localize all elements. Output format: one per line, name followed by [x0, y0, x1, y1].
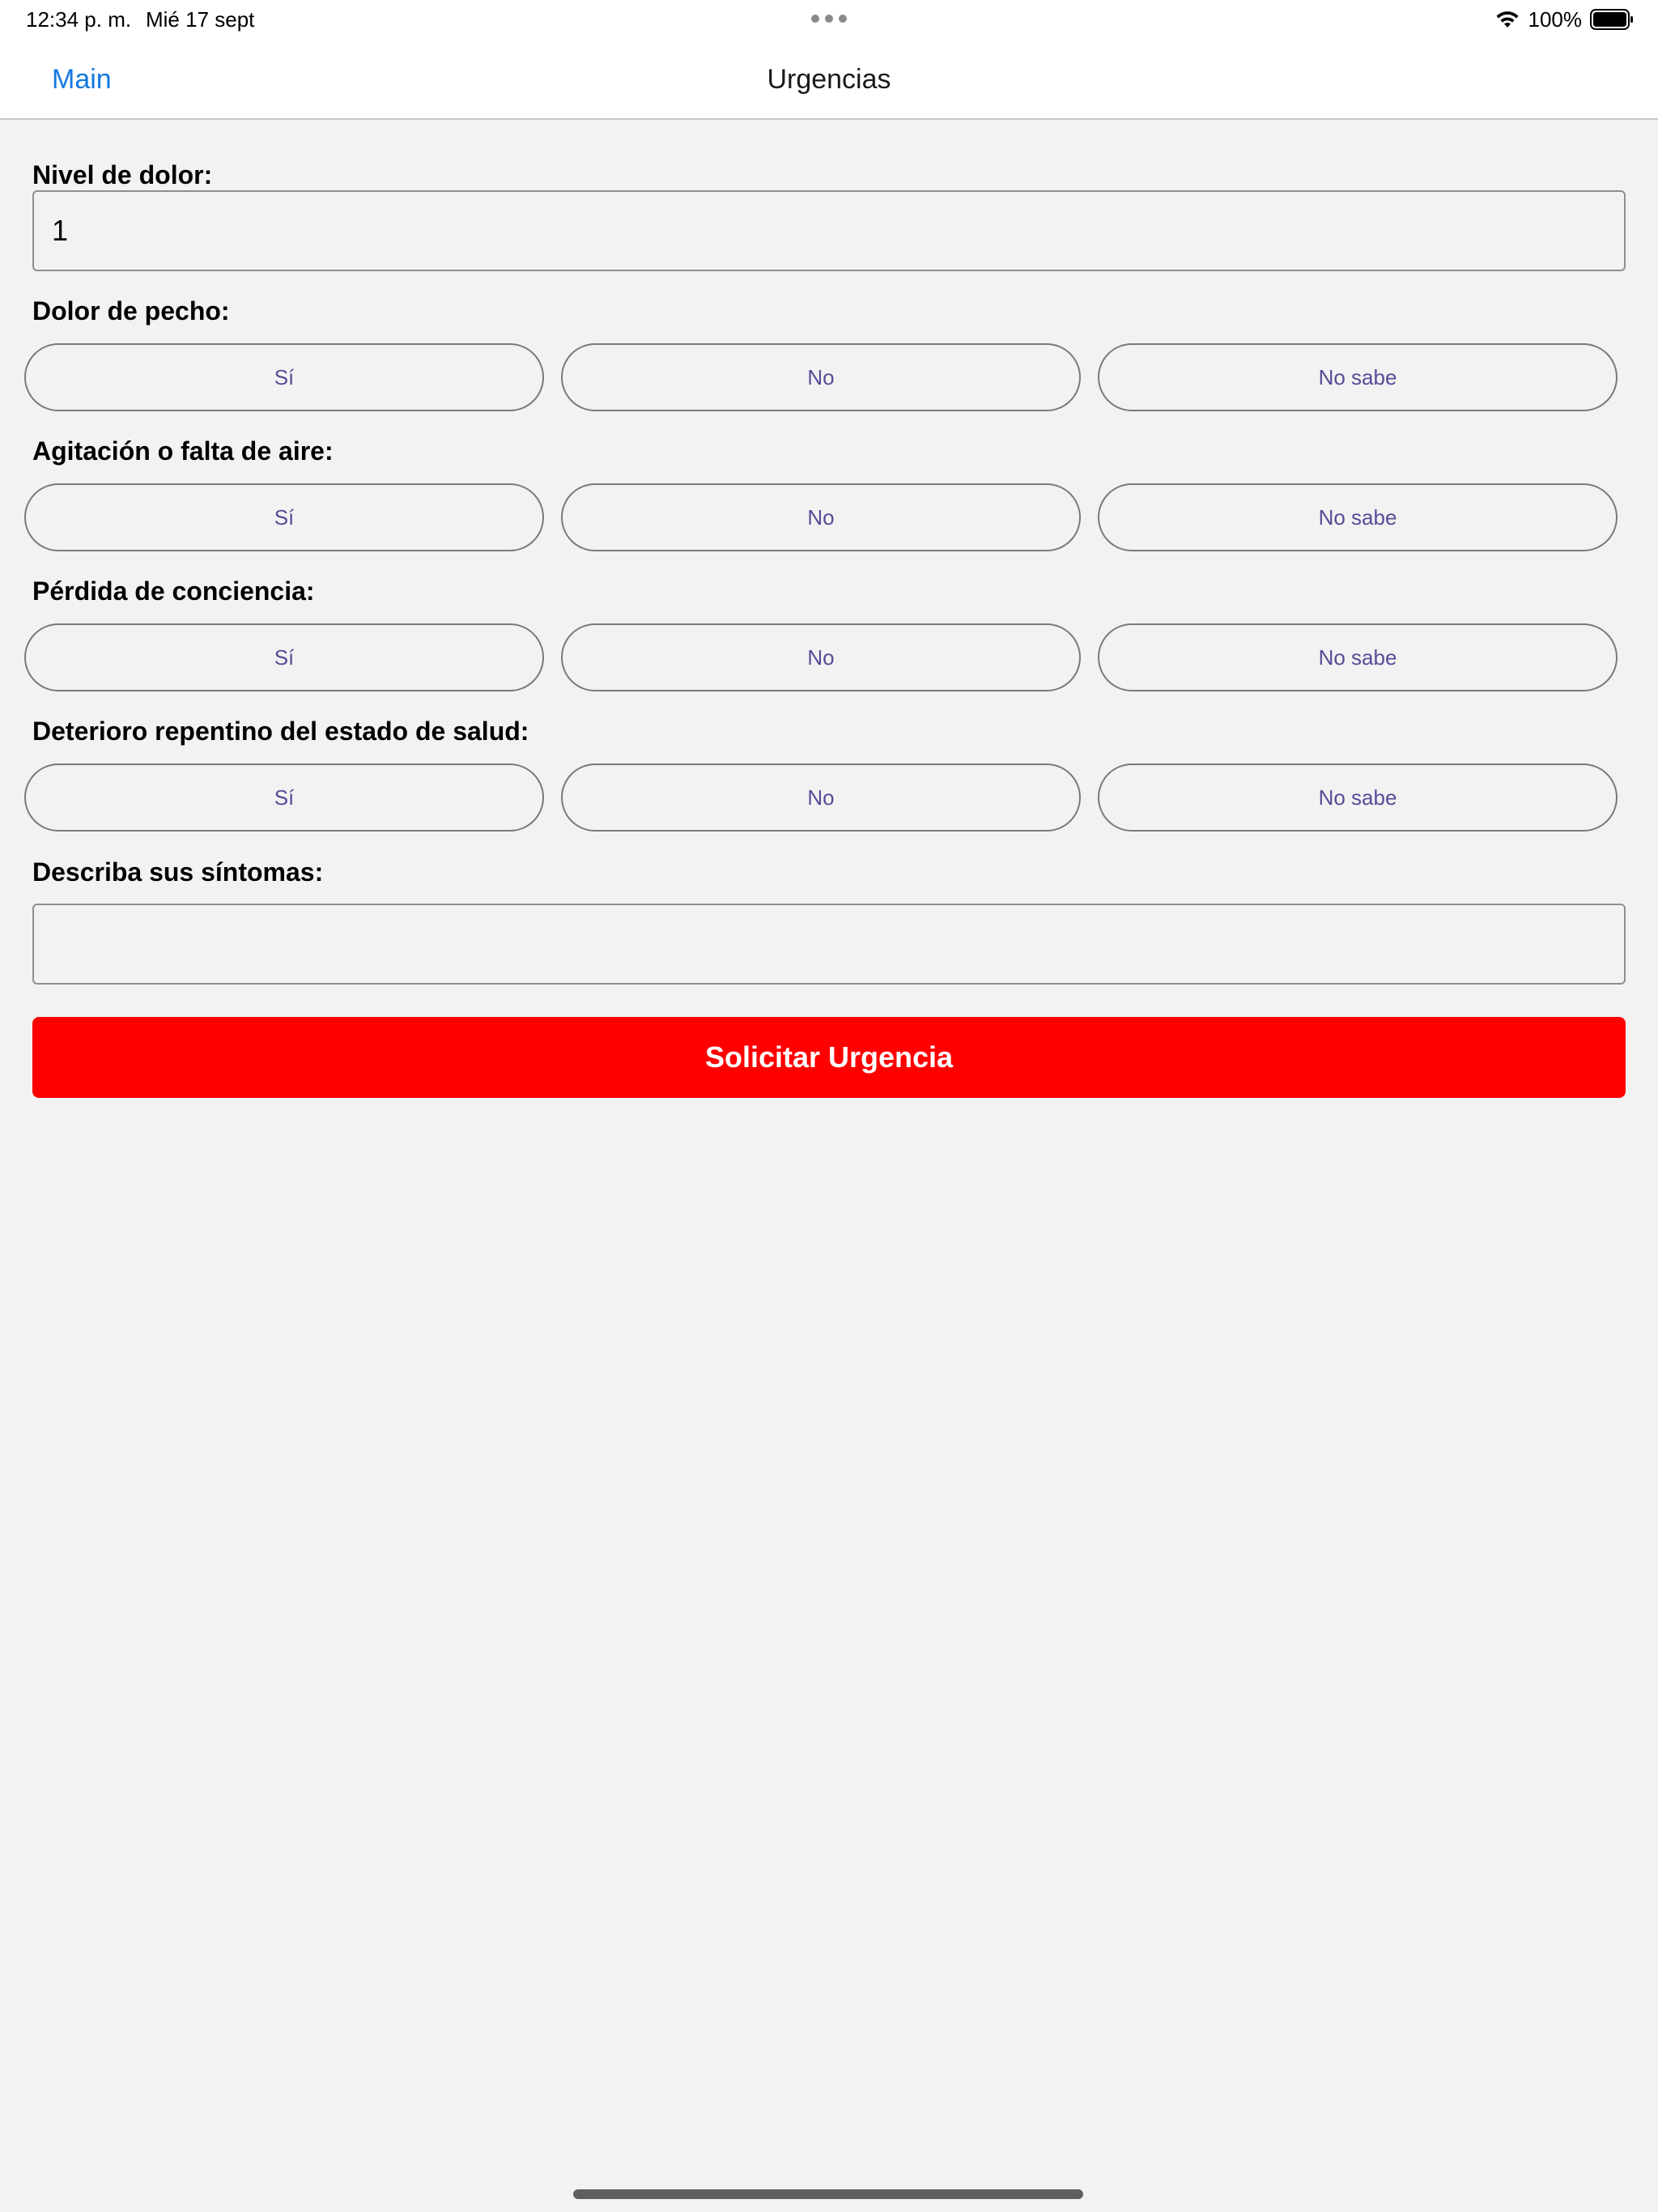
- sudden-deterioration-options: [24, 764, 1616, 832]
- home-indicator[interactable]: [573, 2189, 1083, 2199]
- page-title: Urgencias: [767, 64, 891, 95]
- status-date: Mié 17 sept: [146, 7, 255, 32]
- symptoms-label: Describa sus síntomas:: [32, 857, 324, 887]
- sudden-deterioration-unknown-button[interactable]: No sabe: [1098, 764, 1618, 832]
- shortness-of-breath-options: [24, 483, 1616, 551]
- request-urgency-button[interactable]: Solicitar Urgencia: [32, 1017, 1626, 1098]
- shortness-of-breath-label: Agitación o falta de aire:: [32, 436, 334, 466]
- sudden-deterioration-no-button[interactable]: No: [561, 764, 1081, 832]
- chest-pain-unknown-button[interactable]: No sabe: [1098, 343, 1618, 411]
- battery-icon: [1590, 9, 1634, 30]
- loss-of-consciousness-options: [24, 623, 1616, 691]
- multitasking-dots-icon[interactable]: [811, 15, 847, 23]
- shortness-of-breath-no-button[interactable]: No: [561, 483, 1081, 551]
- sudden-deterioration-label: Deterioro repentino del estado de salud:: [32, 717, 529, 746]
- shortness-of-breath-unknown-button[interactable]: No sabe: [1098, 483, 1618, 551]
- loss-of-consciousness-no-button[interactable]: No: [561, 623, 1081, 691]
- loss-of-consciousness-unknown-button[interactable]: No sabe: [1098, 623, 1618, 691]
- pain-level-input[interactable]: [32, 190, 1626, 271]
- status-time: 12:34 p. m.: [26, 7, 132, 32]
- loss-of-consciousness-yes-button[interactable]: Sí: [24, 623, 544, 691]
- shortness-of-breath-yes-button[interactable]: Sí: [24, 483, 544, 551]
- chest-pain-options: [24, 343, 1616, 411]
- battery-percentage: 100%: [1528, 7, 1582, 32]
- top-bar: [0, 0, 1658, 120]
- chest-pain-label: Dolor de pecho:: [32, 296, 230, 325]
- loss-of-consciousness-label: Pérdida de conciencia:: [32, 576, 315, 606]
- pain-level-label: Nivel de dolor:: [32, 160, 213, 189]
- symptoms-input[interactable]: [32, 904, 1626, 985]
- status-indicators: [1494, 5, 1635, 34]
- sudden-deterioration-yes-button[interactable]: Sí: [24, 764, 544, 832]
- chest-pain-yes-button[interactable]: Sí: [24, 343, 544, 411]
- back-button[interactable]: Main: [52, 64, 112, 95]
- chest-pain-no-button[interactable]: No: [561, 343, 1081, 411]
- wifi-icon: [1494, 10, 1520, 29]
